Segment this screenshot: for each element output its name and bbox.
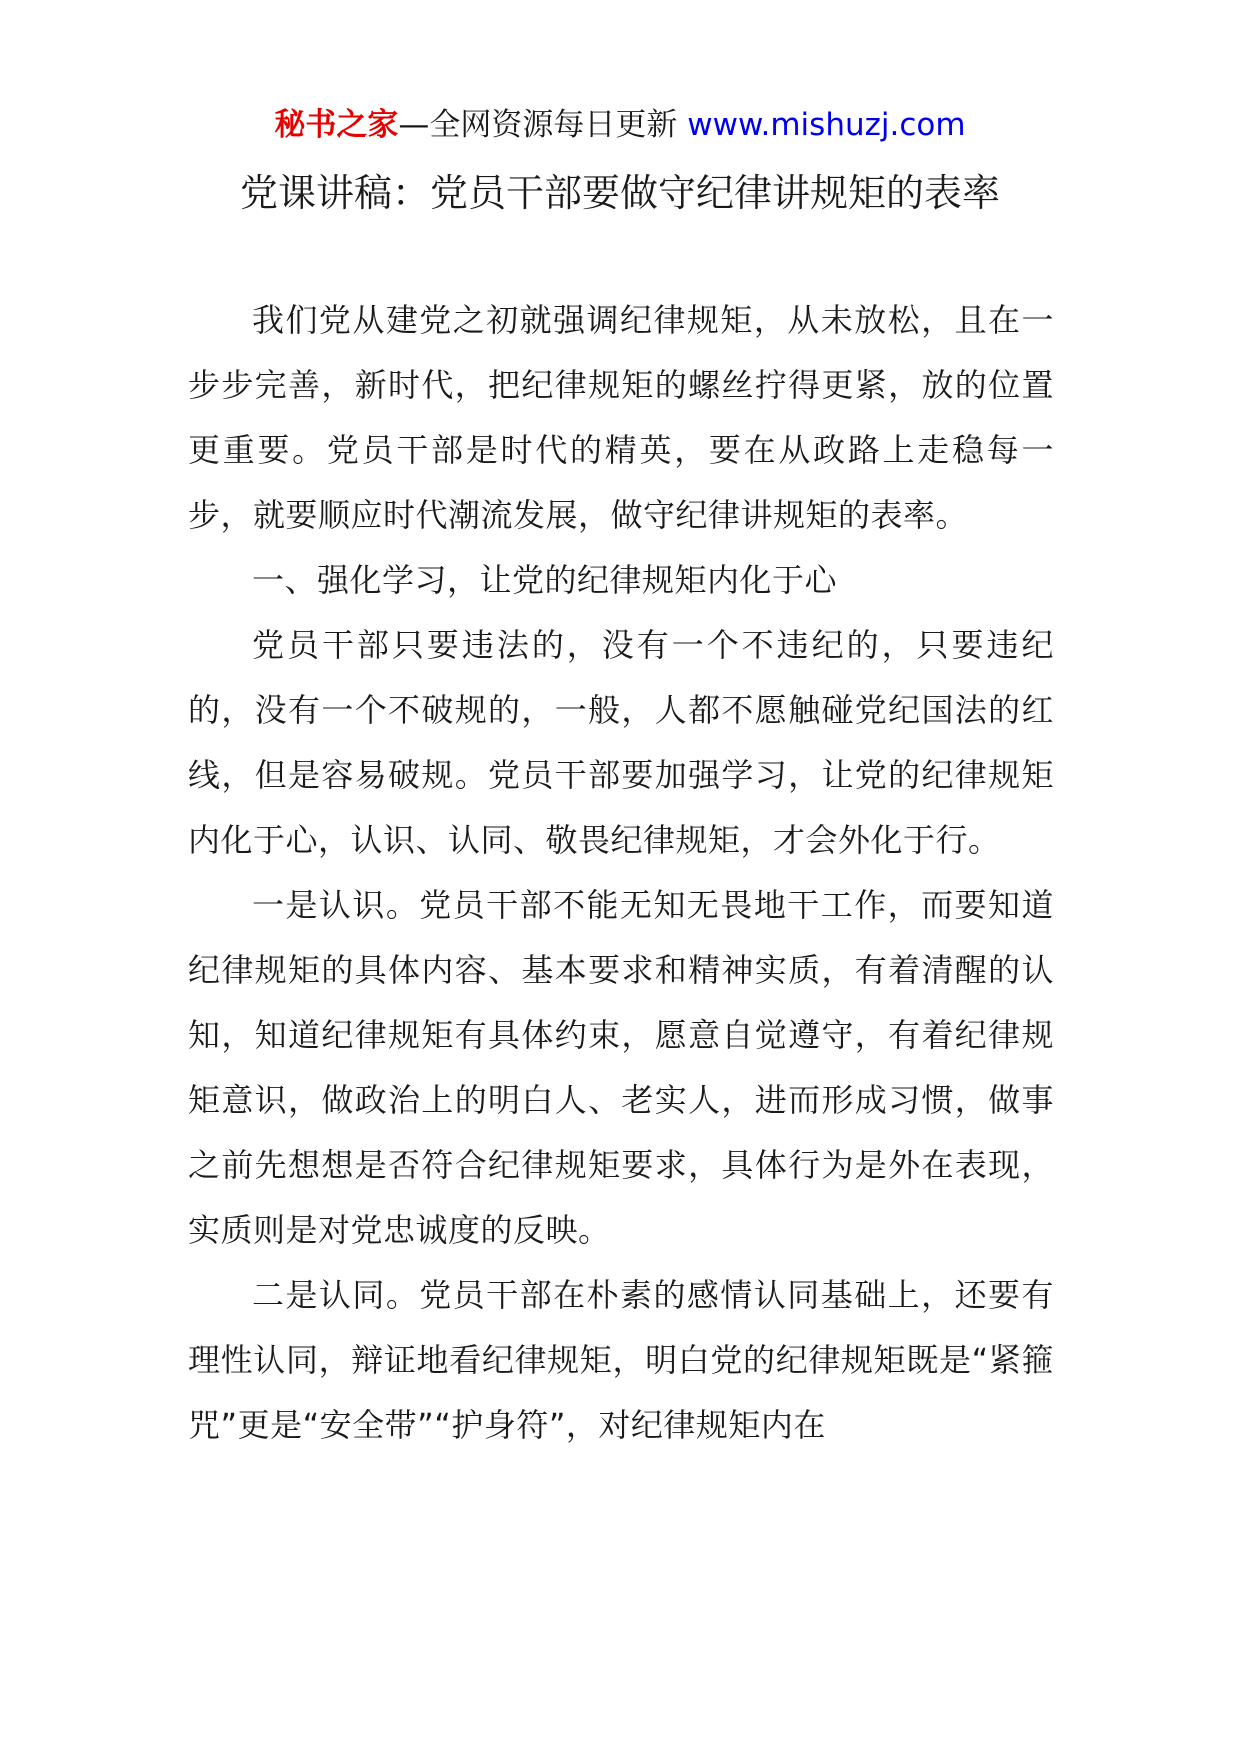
paragraph-intro: 我们党从建党之初就强调纪律规矩，从未放松，且在一步步完善，新时代，把纪律规矩的螺丝拧得更紧，放的位置更重要。党员干部是时代的精英，要在从政路上走稳每一步，就要顺应时代潮流发展，做守纪律讲规矩的表率。 <box>188 301 1054 534</box>
site-brand: 秘书之家 <box>274 107 399 143</box>
document-title: 党课讲稿：党员干部要做守纪律讲规矩的表率 <box>239 171 1000 215</box>
paragraph-point-2: 二是认同。党员干部在朴素的感情认同基础上，还要有理性认同，辩证地看纪律规矩，明白党的纪律规矩既是“紧箍咒”更是“安全带”“护身符”，对纪律规矩内在 <box>188 1276 1054 1444</box>
paragraph-point-1: 一是认识。党员干部不能无知无畏地干工作，而要知道纪律规矩的具体内容、基本要求和精神实质，有着清醒的认知，知道纪律规矩有具体约束，愿意自觉遵守，有着纪律规矩意识，做政治上的明白人、老实人，进而形成习惯，做事之前先想想是否符合纪律规矩要求，具体行为是外在表现，实质则是对党忠诚度的反映。 <box>188 886 1054 1249</box>
paragraph-section-1: 党员干部只要违法的，没有一个不违纪的，只要违纪的，没有一个不破规的，一般，人都不愿触碰党纪国法的红线，但是容易破规。党员干部要加强学习，让党的纪律规矩内化于心，认识、认同、敬畏纪律规矩，才会外化于行。 <box>188 626 1054 859</box>
section-heading-1: 一、强化学习，让党的纪律规矩内化于心 <box>252 561 838 599</box>
site-tagline: —全网资源每日更新 <box>398 107 688 143</box>
document-body <box>188 288 1054 1458</box>
site-header <box>0 100 1240 150</box>
site-url-link[interactable]: www.mishuzj.com <box>687 107 966 143</box>
